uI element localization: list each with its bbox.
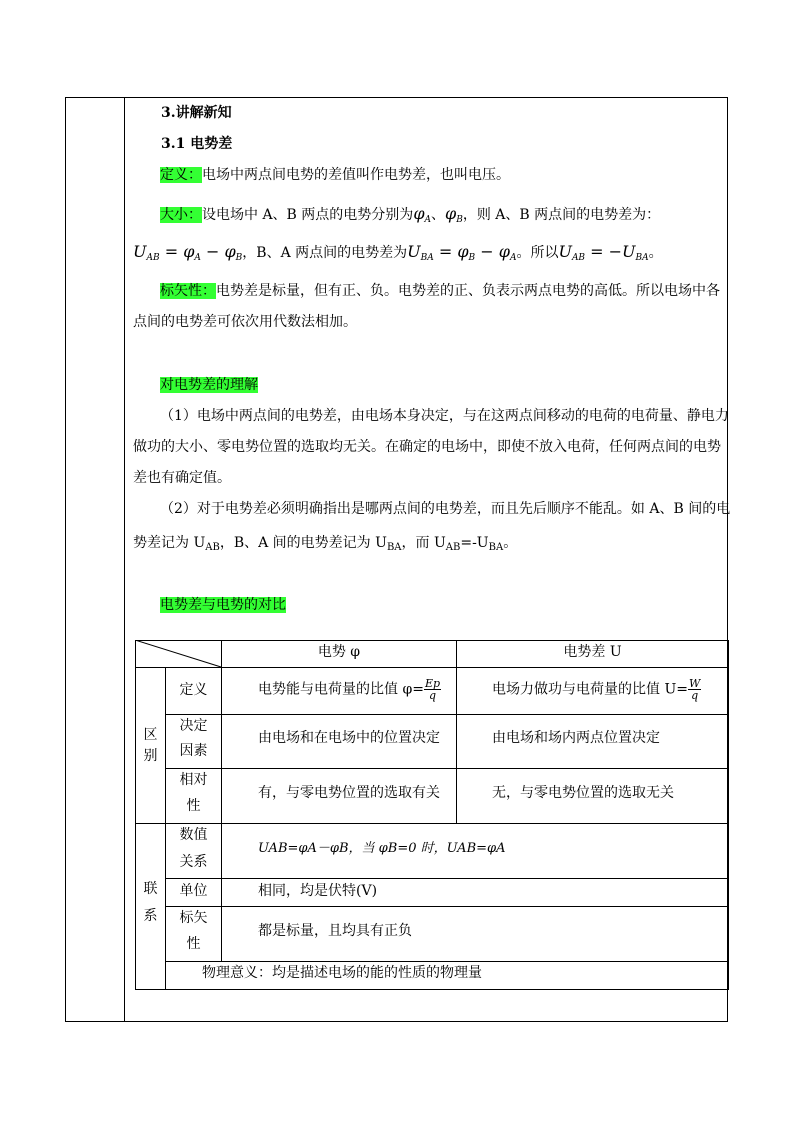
magnitude-line-1 <box>160 204 660 230</box>
definition-text: 电场中两点间电势的差值叫作电势差，也叫电压。 <box>202 167 510 183</box>
p2-text-b: ，B、A 间的电势差记为 U <box>219 535 387 551</box>
sub-ab-2: AB <box>445 542 461 553</box>
header-potential: 电势 φ <box>317 644 361 660</box>
row-label-numeric-1: 数值 <box>179 827 208 843</box>
ep-over-q-fraction: $\frac{Ep}{q}$ <box>424 677 441 702</box>
def-potential-text: 电势能与电荷量的比值 φ= <box>258 681 424 698</box>
physical-meaning: 物理意义：均是描述电场的能的性质的物理量 <box>202 965 482 981</box>
scalar-text-1: 电势差是标量，但有正、负。电势差的正、负表示两点电势的高低。所以电场中各 <box>216 283 720 299</box>
magnitude-text-5: 。 <box>648 245 663 261</box>
row-label-scalar-1: 标矢 <box>179 910 208 926</box>
understanding-p1-line1: （1）电场中两点间的电势差，由电场本身决定，与在这两点间移动的电荷的电荷量、静电力 <box>160 408 729 424</box>
scalar-text: 都是标量，且均具有正负 <box>258 923 412 939</box>
relative-potential: 有，与零电势位置的选取有关 <box>258 785 440 801</box>
magnitude-text-2: ，则 A、B 两点间的电势差为： <box>462 207 661 223</box>
row-label-decide-1: 决定 <box>179 718 208 734</box>
row-label-scalar-2: 性 <box>186 936 201 952</box>
magnitude-tag: 大小： <box>160 207 202 223</box>
comparison-tag-text: 电势差与电势的对比 <box>160 597 286 613</box>
header-potential-difference: 电势差 U <box>563 644 622 660</box>
understanding-p2-line1: （2）对于电势差必须明确指出是哪两点间的电势差，而且先后顺序不能乱。如 A、B 间的电 <box>160 501 731 517</box>
group-relation-char2: 系 <box>143 908 158 924</box>
p2-text-d: =-U <box>460 535 489 551</box>
separator: 、 <box>431 207 446 223</box>
p2-text-e: 。 <box>503 535 518 551</box>
section-heading: 3.讲解新知 <box>161 105 232 121</box>
unit-text: 相同，均是伏特(V) <box>258 883 378 899</box>
sub-heading: 3.1 电势差 <box>161 136 233 152</box>
comparison-tag <box>160 595 286 615</box>
phi-a-symbol: $\varphi_A$ <box>413 204 432 225</box>
row-label-relative-1: 相对 <box>179 772 208 788</box>
def-difference-text: 电场力做功与电荷量的比值 U= <box>492 681 688 698</box>
numeric-relation: UAB=φA－φB，当 φB=0 时，UAB=φA <box>258 841 506 856</box>
row-label-unit: 单位 <box>179 883 208 899</box>
row-label-definition: 定义 <box>179 682 208 698</box>
group-difference-char1: 区 <box>143 727 158 743</box>
sub-ab-1: AB <box>205 542 220 553</box>
definition-line <box>160 165 510 185</box>
group-relation-char1: 联 <box>143 881 158 897</box>
header-diagonal <box>135 640 222 668</box>
definition-tag: 定义： <box>160 167 202 183</box>
scalar-line-2: 点间的电势差可依次用代数法相加。 <box>133 314 357 330</box>
decide-potential: 由电场和在电场中的位置决定 <box>258 730 440 746</box>
def-potential-cell <box>258 678 441 701</box>
phi-b-symbol: $\varphi_B$ <box>445 204 463 225</box>
understanding-p2-line2 <box>133 533 517 558</box>
magnitude-line-2 <box>133 242 663 268</box>
p2-text-a: 势差记为 U <box>133 535 206 551</box>
sub-ba-1: BA <box>386 542 402 553</box>
p2-text-c: ，而 U <box>401 535 446 551</box>
understanding-p1-line2: 做功的大小、零电势位置的选取均无关。在确定的电场中，即使不放入电荷，任何两点间的电势 <box>133 439 721 455</box>
magnitude-text-4: 。所以 <box>516 245 559 261</box>
uab-equals-neg-uba: $U_{AB} = -U_{BA}$ <box>558 242 649 263</box>
row-label-decide-2: 因素 <box>179 743 208 759</box>
row-label-numeric-2: 关系 <box>179 854 208 870</box>
sub-ba-2: BA <box>488 542 504 553</box>
understanding-p1-line3: 差也有确定值。 <box>133 470 231 486</box>
w-over-q-fraction: $\frac{W}{q}$ <box>688 677 701 702</box>
magnitude-text-1: 设电场中 A、B 两点的电势分别为 <box>202 207 414 223</box>
scalar-tag: 标矢性： <box>160 283 216 299</box>
group-difference-char2: 别 <box>143 748 158 764</box>
relative-difference: 无，与零电势位置的选取无关 <box>492 785 674 801</box>
magnitude-text-3: ，B、A 两点间的电势差为 <box>242 245 408 261</box>
uab-formula: $U_{AB} = \varphi_A - \varphi_B$ <box>133 242 243 263</box>
understanding-tag <box>160 375 258 395</box>
understanding-tag-text: 对电势差的理解 <box>160 377 258 393</box>
row-label-relative-2: 性 <box>186 798 201 814</box>
decide-difference: 由电场和场内两点位置决定 <box>492 730 660 746</box>
scalar-line-1 <box>160 281 720 301</box>
def-difference-cell <box>492 678 701 701</box>
uba-formula: $U_{BA} = \varphi_B - \varphi_A$ <box>407 242 517 263</box>
